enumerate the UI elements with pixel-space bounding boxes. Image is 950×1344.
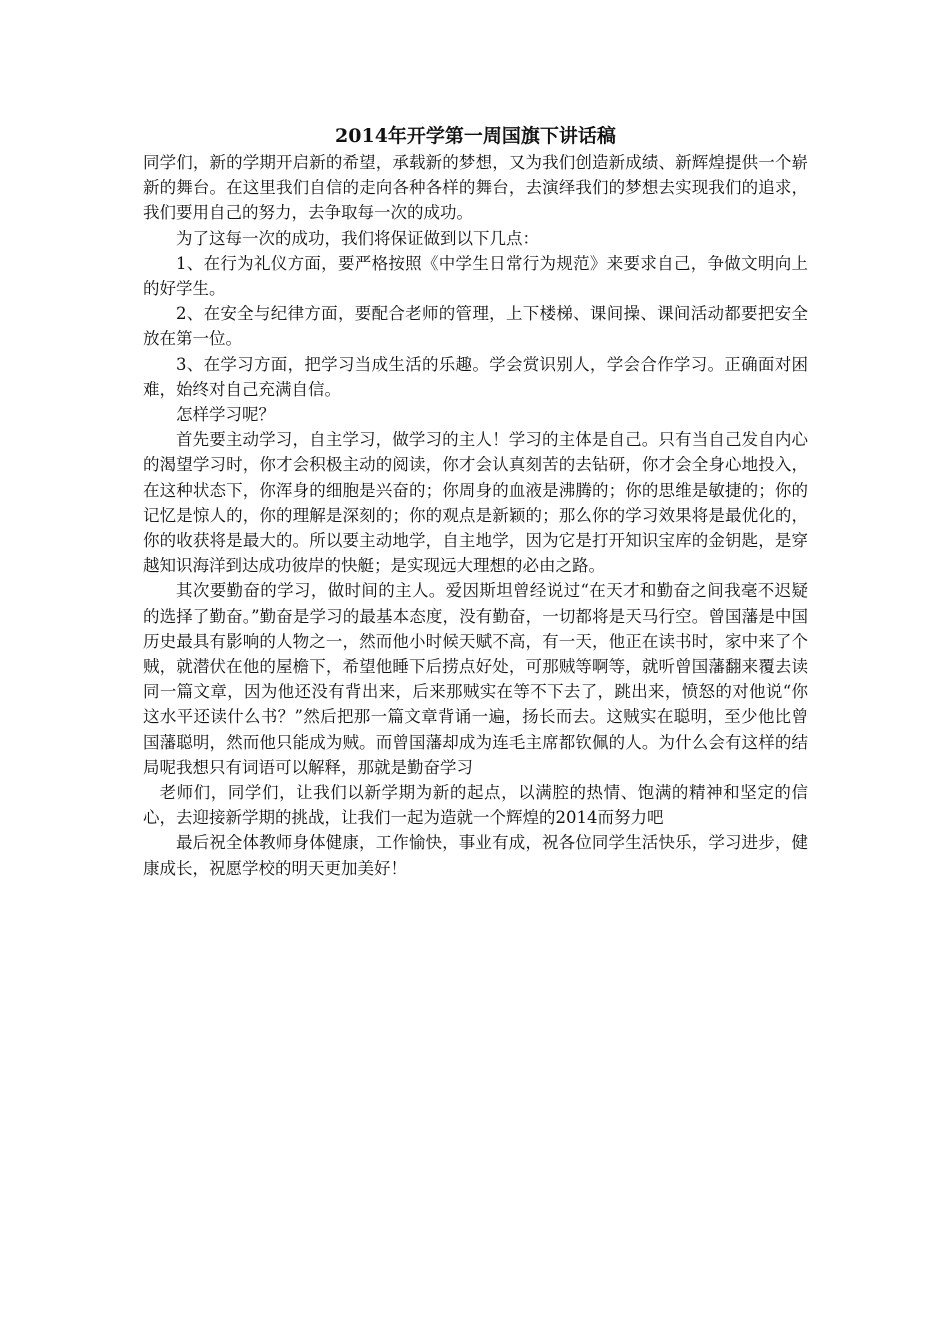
paragraph-how-to-study: 怎样学习呢？ <box>176 405 275 425</box>
paragraph-point-2: 2、在安全与纪律方面，要配合老师的管理，上下楼梯、课间操、课间活动都要把安全放在第一位。 <box>143 304 808 349</box>
paragraph-call-to-action: 老师们，同学们，让我们以新学期为新的起点，以满腔的热情、饱满的精神和坚定的信心，去迎接新学期的挑战，让我们一起为造就一个辉煌的2014而努力吧 <box>143 783 808 828</box>
paragraph-diligence: 其次要勤奋的学习，做时间的主人。爱因斯坦曾经说过“在天才和勤奋之间我毫不迟疑的选择了勤奋。”勤奋是学习的最基本态度，没有勤奋，一切都将是天马行空。曾国藩是中国历史最具有影响的人物之一，然而他小时候天赋不高，有一天，他正在读书时，家中来了个贼，就潜伏在他的屋檐下，希望他睡下后捞点好处，可那贼等啊等，就听曾国藩翻来覆去读同一篇文章，因为他还没有背出来，后来那贼实在等不下去了，跳出来，愤怒的对他说“你这水平还读什么书？”然后把那一篇文章背诵一遍，扬长而去。这贼实在聪明，至少他比曾国藩聪明，然而他只能成为贼。而曾国藩却成为连毛主席都钦佩的人。为什么会有这样的结局呢我想只有词语可以解释，那就是勤奋学习 <box>143 581 808 777</box>
paragraph-point-1: 1、在行为礼仪方面，要严格按照《中学生日常行为规范》来要求自己，争做文明向上的好学生。 <box>143 253 808 299</box>
paragraph-closing-wishes: 最后祝全体教师身体健康，工作愉快，事业有成，祝各位同学生活快乐，学习进步，健康成长，祝愿学校的明天更加美好！ <box>143 833 808 878</box>
paragraph-greeting: 同学们，新的学期开启新的希望，承载新的梦想，又为我们创造新成绩、新辉煌提供一个崭新的舞台。在这里我们自信的走向各种各样的舞台，去演绎我们的梦想去实现我们的追求，我们要用自己的努力，去争取每一次的成功。 <box>143 153 808 223</box>
paragraph-active-learning: 首先要主动学习，自主学习，做学习的主人！学习的主体是自己。只有当自己发自内心的渴望学习时，你才会积极主动的阅读，你才会认真刻苦的去钻研，你才会全身心地投入，在这种状态下，你浑身的细胞是兴奋的；你周身的血液是沸腾的；你的思维是敏捷的；你的记忆是惊人的，你的理解是深刻的；你的观点是新颖的；那么你的学习效果将是最优化的，你的收获将是最大的。所以要主动地学，自主地学，因为它是打开知识宝库的金钥匙，是穿越知识海洋到达成功彼岸的快艇；是实现远大理想的必由之路。 <box>143 430 808 576</box>
document-page <box>143 122 808 881</box>
paragraph-point-3: 3、在学习方面，把学习当成生活的乐趣。学会赏识别人，学会合作学习。正确面对困难，始终对自己充满自信。 <box>143 354 808 399</box>
document-title: 2014年开学第一周国旗下讲话稿 <box>335 125 616 147</box>
paragraph-intro-points: 为了这每一次的成功，我们将保证做到以下几点： <box>176 228 539 248</box>
